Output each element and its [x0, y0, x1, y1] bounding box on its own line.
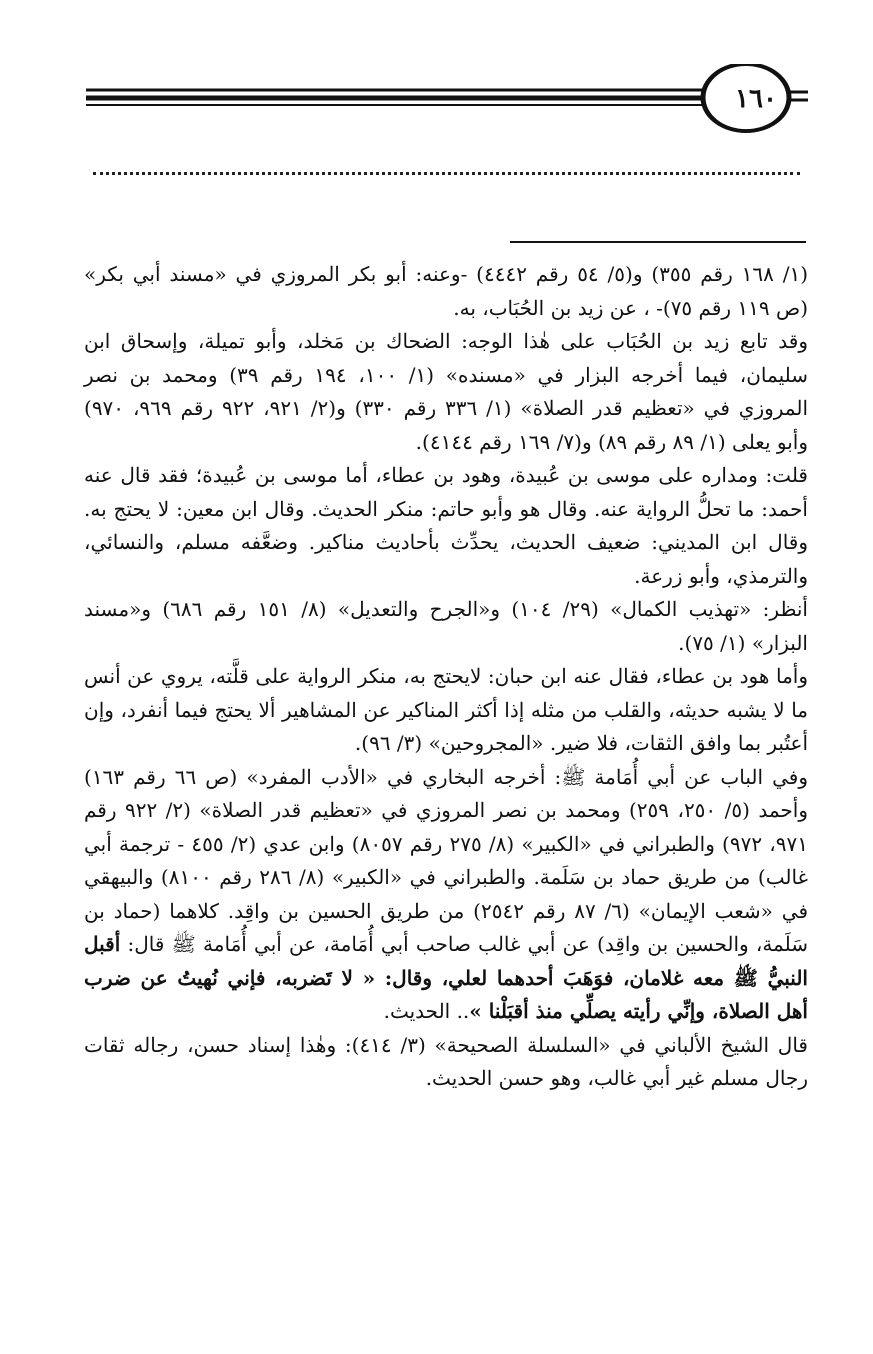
paragraph: (١/ ١٦٨ رقم ٣٥٥) و(٥/ ٥٤ رقم ٤٤٤٢) -وعنه: أبو بكر المروزي في «مسند أبي بكر» (ص ١١٩ رقم ٧٥)- ، عن زيد بن الحُبَاب، به. — [84, 262, 808, 320]
page-header — [86, 64, 808, 134]
paragraph — [84, 761, 808, 1029]
footnote-separator — [510, 241, 806, 243]
footnote-text — [84, 258, 808, 1096]
paragraph: أنظر: «تهذيب الكمال» (٢٩/ ١٠٤) و«الجرح والتعديل» (٨/ ١٥١ رقم ٦٨٦) و«مسند البزار» (١/ ٧٥). — [84, 597, 808, 655]
page-number: ١٦٠ — [735, 84, 777, 114]
paragraph: قال الشيخ الألباني في «السلسلة الصحيحة» (٣/ ٤١٤): وهٰذا إسناد حسن، رجاله ثقات رجال مسلم غير أبي غالب، وهو حسن الحديث. — [84, 1032, 808, 1090]
paragraph: وقد تابع زيد بن الحُبَاب على هٰذا الوجه: الضحاك بن مَخلد، وأبو تميلة، وإسحاق ابن سليمان، فيما أخرجه البزار في «مسنده» (١/ ١٠٠، ١٩٤ رقم ٣٩) ومحمد بن نصر المروزي في «تعظيم قدر الصلاة» (١/ ٣٣٦ رقم ٣٣٠) و(٢/ ٩٢١، ٩٢٢ رقم ٩٦٩، ٩٧٠) وأبو يعلى (١/ ٨٩ رقم ٨٩) و(٧/ ١٦٩ رقم ٤١٤٤). — [84, 329, 809, 454]
paragraph: وأما هود بن عطاء، فقال عنه ابن حبان: لايحتج به، منكر الرواية على قلَّته، يروي عن أنس ما لا يشبه حديثه، والقلب من مثله إذا أكثر المناكير عن المشاهير ألا يحتج فيما أنفرد، وإن أعتُبر بما وافق الثقات، فلا ضير. «المجروحين» (٣/ ٩٦). — [84, 664, 808, 755]
header-rule — [86, 64, 808, 134]
paragraph: قلت: ومداره على موسى بن عُبيدة، وهود بن عطاء، أما موسى بن عُبيدة؛ فقد قال عنه أحمد: ما تحلُّ الرواية عنه. وقال هو وأبو حاتم: منكر الحديث. وقال ابن معين: لا يحتج به. وقال ابن المديني: ضعيف الحديث، يحدِّث بأحاديث مناكير. وضعَّفه مسلم، والنسائي، والترمذي، وأبو زرعة. — [84, 463, 808, 588]
paragraph-text: وفي الباب عن أبي أُمَامة ﷺ: أخرجه البخاري في «الأدب المفرد» (ص ٦٦ رقم ١٦٣) وأحمد (٥/ ٢٥٠، ٢٥٩) ومحمد بن نصر المروزي في «تعظيم قدر الصلاة» (٢/ ٩٢٢ رقم ٩٧١، ٩٧٢) والطبراني في «الكبير» (٨/ ٢٧٥ رقم ٨٠٥٧) وابن عدي (٢/ ٤٥٥ - ترجمة أبي غالب) من طريق حماد بن سَلَمة. والطبراني في «الكبير» (٨/ ٢٨٦ رقم ٨١٠٠) والبيهقي في «شعب الإيمان» (٦/ ٨٧ رقم ٢٥٤٢) من طريق الحسين بن واقِد. كلاهما (حماد بن سَلَمة، والحسين بن واقِد) عن أبي غالب صاحب أبي أُمَامة، عن أبي أُمَامة ﷺ قال: — [84, 764, 809, 956]
paragraph-tail: .. الحديث. — [383, 999, 470, 1023]
hadith-quote: أقبل النبيُّ ﷺ معه غلامان، فوَهَبَ أحدهما لعلي، وقال: « لا تَضربه، فإني نُهيتُ عن ضرب أهل الصلاة، وإنِّي رأيته يصلِّي منذ أقبَلْنا » — [84, 932, 808, 1023]
section-divider — [93, 172, 800, 175]
